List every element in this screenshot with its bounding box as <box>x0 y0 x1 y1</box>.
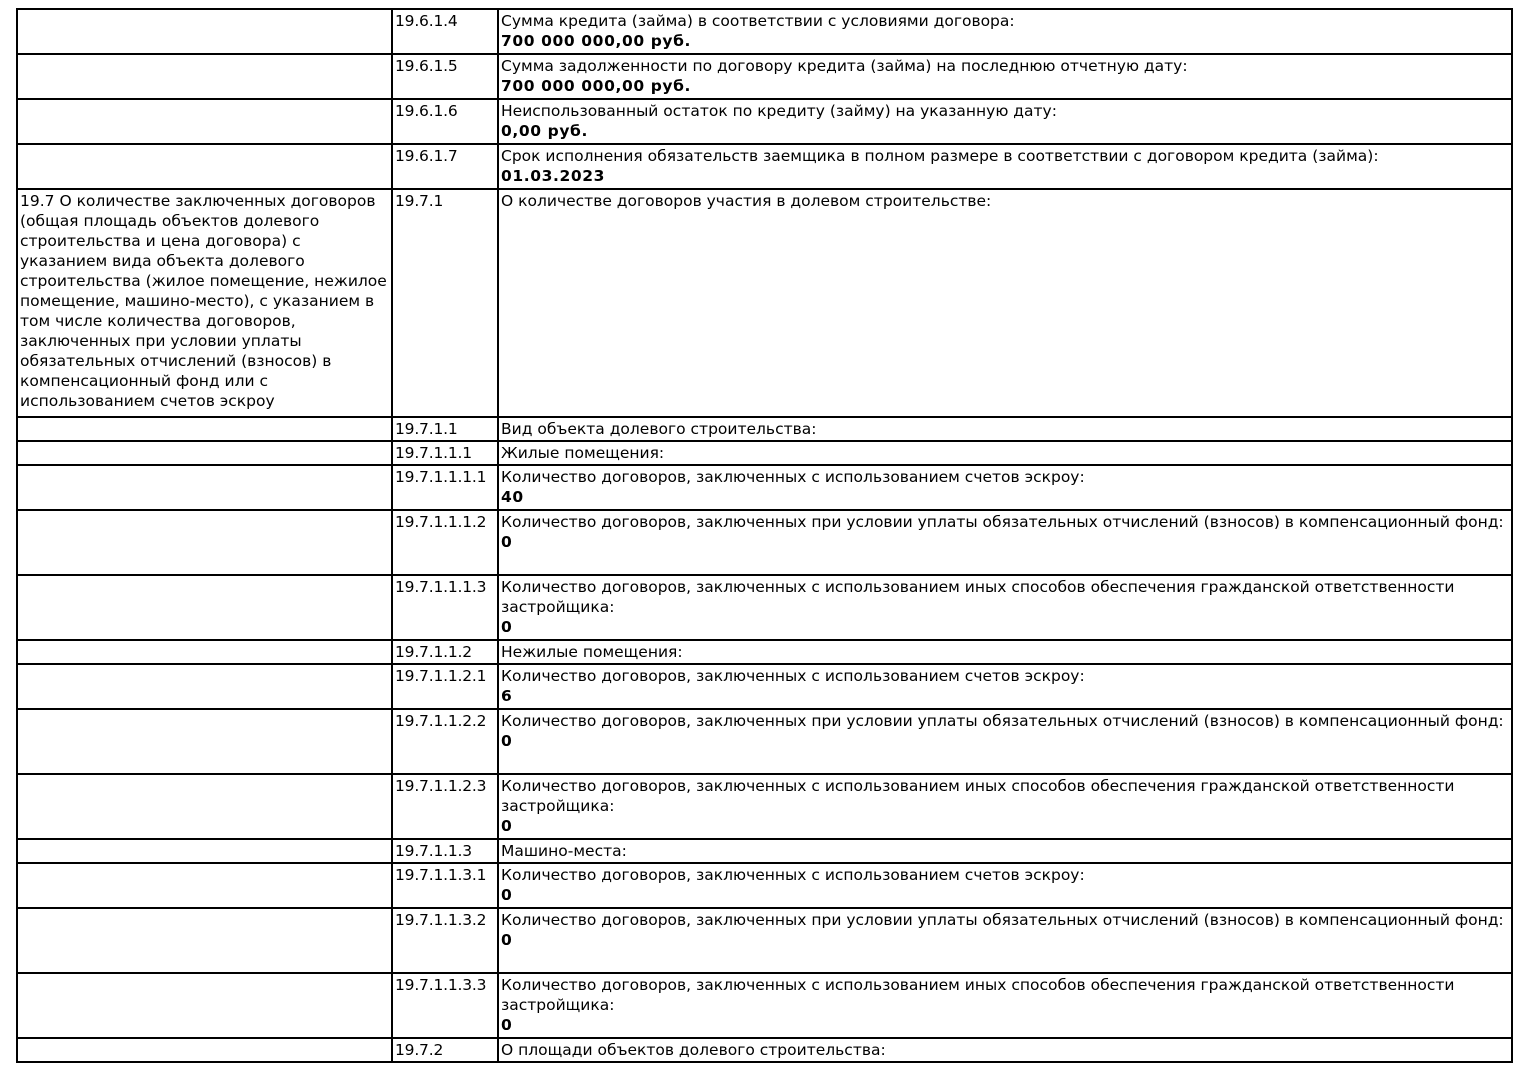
code-cell: 19.7.1.1.2.3 <box>392 774 498 839</box>
content-cell <box>498 839 1512 863</box>
table-row <box>17 664 1512 709</box>
content-cell <box>498 465 1512 510</box>
content-cell <box>498 54 1512 99</box>
code-cell: 19.7.1.1.3.3 <box>392 973 498 1038</box>
content-cell <box>498 1038 1512 1062</box>
row-label: Срок исполнения обязательств заемщика в полном размере в соответствии с договором кредита (займа): <box>501 147 1379 165</box>
content-cell <box>498 9 1512 54</box>
section-cell <box>17 839 392 863</box>
table-row <box>17 417 1512 441</box>
content-cell <box>498 144 1512 189</box>
content-cell <box>498 664 1512 709</box>
row-label: Количество договоров, заключенных с использованием счетов эскроу: <box>501 866 1085 884</box>
code-cell: 19.7.1.1.1.1 <box>392 465 498 510</box>
row-value: 0 <box>501 931 513 949</box>
row-value: 0 <box>501 886 513 904</box>
table-row <box>17 510 1512 575</box>
row-label: Количество договоров, заключенных при условии уплаты обязательных отчислений (взносов) в компенсационный фонд: <box>501 712 1504 730</box>
table-row <box>17 99 1512 144</box>
code-cell: 19.7.1.1.1.2 <box>392 510 498 575</box>
row-label: Количество договоров, заключенных при условии уплаты обязательных отчислений (взносов) в компенсационный фонд: <box>501 513 1504 531</box>
code-cell: 19.7.1.1.1.3 <box>392 575 498 640</box>
table-row <box>17 144 1512 189</box>
row-label: О площади объектов долевого строительства: <box>501 1041 886 1059</box>
row-label: Количество договоров, заключенных с использованием счетов эскроу: <box>501 468 1085 486</box>
declaration-table <box>16 8 1513 1063</box>
section-cell <box>17 9 392 54</box>
content-cell <box>498 973 1512 1038</box>
row-label: Машино-места: <box>501 842 627 860</box>
row-value: 0 <box>501 533 513 551</box>
code-cell: 19.6.1.7 <box>392 144 498 189</box>
row-value: 700 000 000,00 руб. <box>501 77 692 95</box>
table-row <box>17 908 1512 973</box>
row-label: Неиспользованный остаток по кредиту (займу) на указанную дату: <box>501 102 1057 120</box>
row-value: 0 <box>501 732 513 750</box>
row-value: 40 <box>501 488 524 506</box>
content-cell <box>498 99 1512 144</box>
code-cell: 19.7.1.1.3.1 <box>392 863 498 908</box>
table-row <box>17 709 1512 774</box>
table-row <box>17 54 1512 99</box>
row-label: Количество договоров, заключенных с использованием счетов эскроу: <box>501 667 1085 685</box>
row-label: Сумма задолженности по договору кредита (займа) на последнюю отчетную дату: <box>501 57 1188 75</box>
table-row <box>17 774 1512 839</box>
content-cell <box>498 441 1512 465</box>
row-value: 0 <box>501 618 513 636</box>
content-cell <box>498 640 1512 664</box>
section-cell <box>17 1038 392 1062</box>
content-cell <box>498 774 1512 839</box>
section-cell <box>17 510 392 575</box>
row-label: Жилые помещения: <box>501 444 665 462</box>
code-cell: 19.7.1.1 <box>392 417 498 441</box>
row-label: Сумма кредита (займа) в соответствии с условиями договора: <box>501 12 1015 30</box>
row-label: Количество договоров, заключенных при условии уплаты обязательных отчислений (взносов) в компенсационный фонд: <box>501 911 1504 929</box>
code-cell: 19.7.1 <box>392 189 498 417</box>
section-cell <box>17 465 392 510</box>
table-row <box>17 441 1512 465</box>
row-value: 0,00 руб. <box>501 122 588 140</box>
row-value: 700 000 000,00 руб. <box>501 32 692 50</box>
section-cell <box>17 709 392 774</box>
table-row <box>17 575 1512 640</box>
table-row <box>17 973 1512 1038</box>
row-label: О количестве договоров участия в долевом строительстве: <box>501 192 992 210</box>
table-row <box>17 839 1512 863</box>
code-cell: 19.7.1.1.2.2 <box>392 709 498 774</box>
code-cell: 19.6.1.5 <box>392 54 498 99</box>
content-cell <box>498 709 1512 774</box>
section-cell <box>17 99 392 144</box>
section-cell <box>17 908 392 973</box>
table-row <box>17 465 1512 510</box>
table-row <box>17 863 1512 908</box>
section-cell <box>17 774 392 839</box>
row-label: Количество договоров, заключенных с использованием иных способов обеспечения гражданской ответственности застройщика: <box>501 578 1455 616</box>
table-row <box>17 1038 1512 1062</box>
code-cell: 19.7.2 <box>392 1038 498 1062</box>
content-cell <box>498 908 1512 973</box>
table-row <box>17 9 1512 54</box>
section-cell <box>17 144 392 189</box>
content-cell <box>498 575 1512 640</box>
content-cell <box>498 189 1512 417</box>
section-cell <box>17 664 392 709</box>
table-row <box>17 189 1512 417</box>
content-cell <box>498 863 1512 908</box>
code-cell: 19.7.1.1.2 <box>392 640 498 664</box>
row-label: Количество договоров, заключенных с использованием иных способов обеспечения гражданской ответственности застройщика: <box>501 777 1455 815</box>
code-cell: 19.7.1.1.3.2 <box>392 908 498 973</box>
row-value: 0 <box>501 817 513 835</box>
section-cell <box>17 54 392 99</box>
row-value: 0 <box>501 1016 513 1034</box>
content-cell <box>498 417 1512 441</box>
code-cell: 19.7.1.1.2.1 <box>392 664 498 709</box>
section-cell <box>17 417 392 441</box>
code-cell: 19.7.1.1.1 <box>392 441 498 465</box>
row-value: 01.03.2023 <box>501 167 606 185</box>
table-row <box>17 640 1512 664</box>
content-cell <box>498 510 1512 575</box>
section-cell <box>17 640 392 664</box>
section-cell: 19.7 О количестве заключенных договоров (общая площадь объектов долевого строительства и цена договора) с указанием вида объекта долевого строительства (жилое помещение, нежилое помещение, машино-место), с указанием в том числе количества договоров, заключенных при условии уплаты обязательных отчислений (взносов) в компенсационный фонд или с использованием счетов эскроу <box>17 189 392 417</box>
section-cell <box>17 575 392 640</box>
row-label: Нежилые помещения: <box>501 643 683 661</box>
code-cell: 19.6.1.6 <box>392 99 498 144</box>
section-cell <box>17 441 392 465</box>
section-cell <box>17 973 392 1038</box>
row-value: 6 <box>501 687 513 705</box>
row-label: Вид объекта долевого строительства: <box>501 420 817 438</box>
section-cell <box>17 863 392 908</box>
code-cell: 19.6.1.4 <box>392 9 498 54</box>
row-label: Количество договоров, заключенных с использованием иных способов обеспечения гражданской ответственности застройщика: <box>501 976 1455 1014</box>
code-cell: 19.7.1.1.3 <box>392 839 498 863</box>
